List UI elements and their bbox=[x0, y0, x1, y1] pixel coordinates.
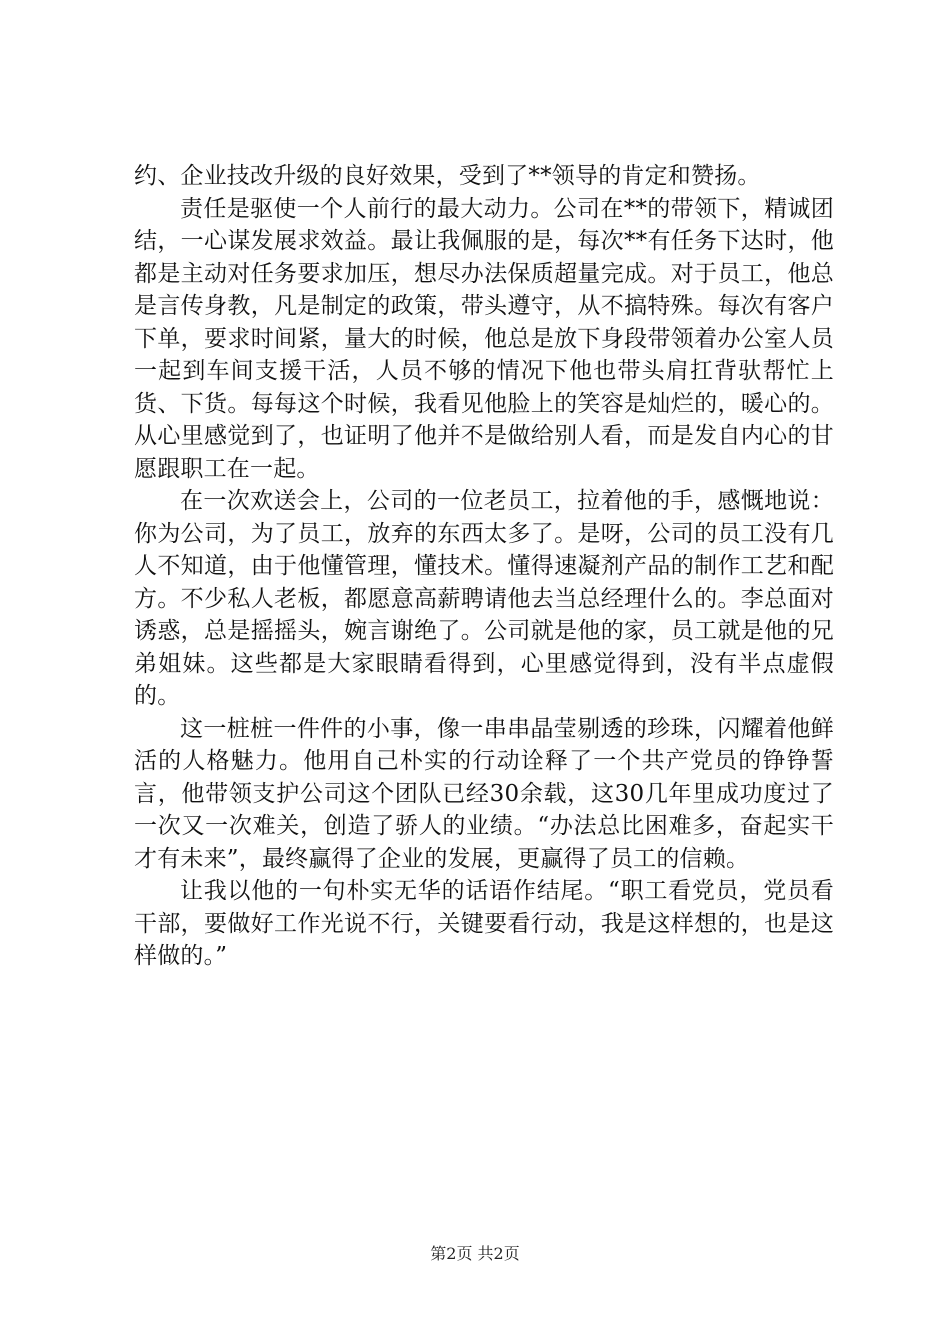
paragraph-3: 在一次欢送会上，公司的一位老员工，拉着他的手，感慨地说：你为公司，为了员工，放弃的东西太多了。是呀，公司的员工没有几人不知道，由于他懂管理，懂技术。懂得速凝剂产品的制作工艺和配方。不少私人老板，都愿意高薪聘请他去当总经理什么的。李总面对诱惑，总是摇摇头，婉言谢绝了。公司就是他的家，员工就是他的兄弟姐妹。这些都是大家眼睛看得到，心里感觉得到，没有半点虚假的。 bbox=[134, 488, 834, 709]
paragraph-5: 让我以他的一句朴实无华的话语作结尾。“职工看党员，党员看干部，要做好工作光说不行，关键要看行动，我是这样想的，也是这样做的。” bbox=[134, 878, 834, 969]
paragraph-4: 这一桩桩一件件的小事，像一串串晶莹剔透的珍珠，闪耀着他鲜活的人格魅力。他用自己朴实的行动诠释了一个共产党员的铮铮誓言，他带领支护公司这个团队已经30余载，这30几年里成功度过了一次又一次难关，创造了骄人的业绩。“办法总比困难多，奋起实干才有未来”，最终赢得了企业的发展，更赢得了员工的信赖。 bbox=[134, 715, 834, 872]
document-body bbox=[134, 160, 834, 973]
paragraph-2: 责任是驱使一个人前行的最大动力。公司在**的带领下，精诚团结，一心谋发展求效益。最让我佩服的是，每次**有任务下达时，他都是主动对任务要求加压，想尽办法保质超量完成。对于员工，他总是言传身教，凡是制定的政策，带头遵守，从不搞特殊。每次有客户下单，要求时间紧，量大的时候，他总是放下身段带领着办公室人员一起到车间支援干活，人员不够的情况下他也带头肩扛背驮帮忙上货、下货。每每这个时候，我看见他脸上的笑容是灿烂的，暖心的。从心里感觉到了，也证明了他并不是做给别人看，而是发自内心的甘愿跟职工在一起。 bbox=[134, 195, 834, 482]
page-footer: 第2页 共2页 bbox=[430, 1244, 520, 1263]
paragraph-1: 约、企业技改升级的良好效果，受到了**领导的肯定和赞扬。 bbox=[134, 163, 761, 189]
